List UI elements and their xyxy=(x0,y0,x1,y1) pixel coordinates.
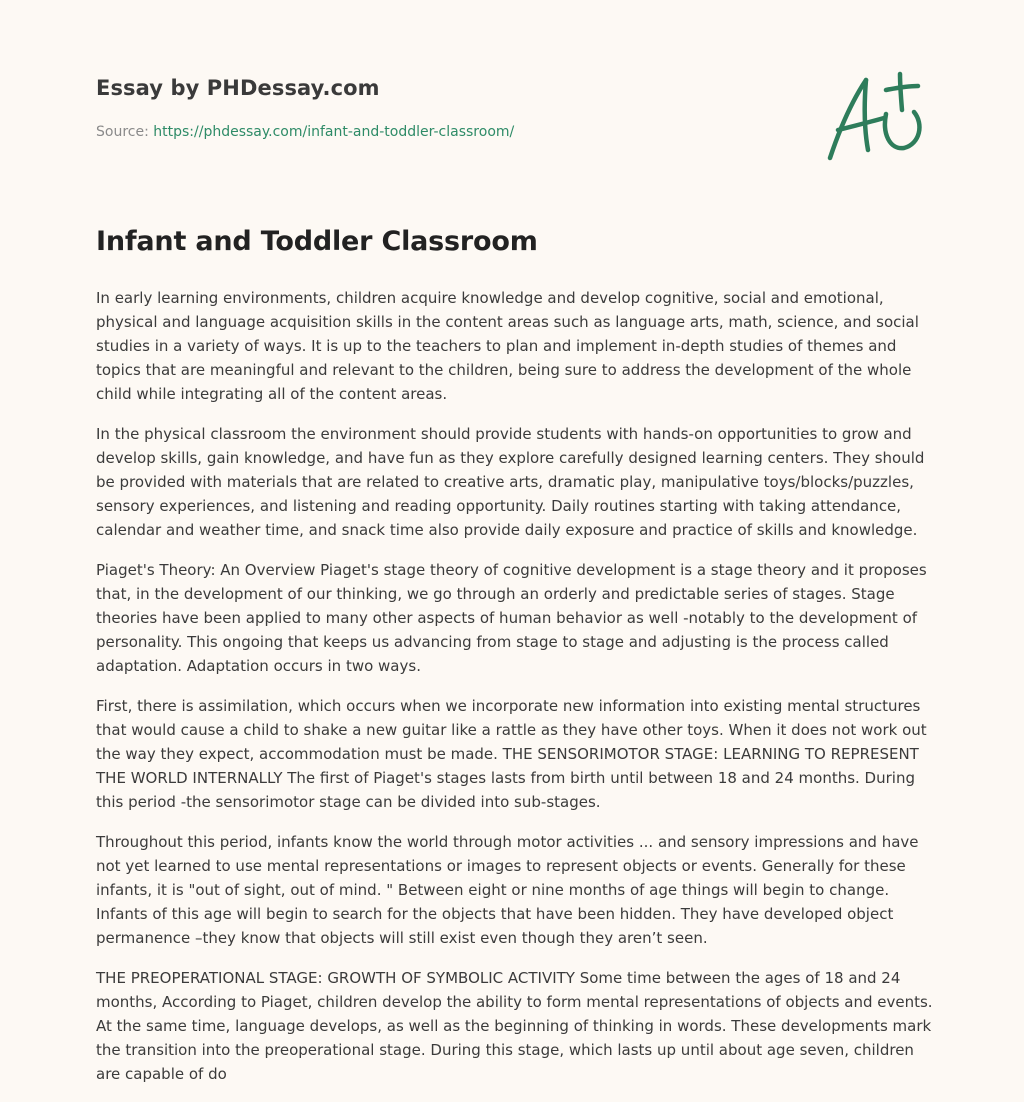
source-label: Source: xyxy=(96,124,154,140)
a-plus-grade-icon-a-left xyxy=(830,80,866,158)
a-plus-grade-icon-loop xyxy=(885,112,919,148)
source-link[interactable]: https://phdessay.com/infant-and-toddler-classroom/ xyxy=(153,124,515,140)
essay-title: Infant and Toddler Classroom xyxy=(96,226,538,257)
a-plus-grade-icon xyxy=(824,68,928,164)
brand-heading: Essay by PHDessay.com xyxy=(96,76,380,100)
essay-body xyxy=(96,286,936,1102)
essay-paragraph: In early learning environments, children acquire knowledge and develop cognitive, social and emotional, physical and language acquisition skills in the content areas such as language arts, math, science, and social studies in a variety of ways. It is up to the teachers to plan and implement in-depth studies of themes and topics that are meaningful and relevant to the children, being sure to address the development of the whole child while integrating all of the content areas. xyxy=(96,289,919,403)
essay-paragraph: First, there is assimilation, which occurs when we incorporate new information into existing mental structures that would cause a child to shake a new guitar like a rattle as they have other toys. When it does not work out the way they expect, accommodation must be made. THE SENSORIMOTOR STAGE: LEARNING TO REPRESENT THE WORLD INTERNALLY The first of Piaget's stages lasts from birth until between 18 and 24 months. During this period -the sensorimotor stage can be divided into sub-stages. xyxy=(96,697,927,811)
essay-paragraph: Throughout this period, infants know the world through motor activities ... and sensory impressions and have not yet learned to use mental representations or images to represent objects or events. Generally for these infants, it is "out of sight, out of mind. " Between eight or nine months of age things will begin to change. Infants of this age will begin to search for the objects that have been hidden. They have developed object permanence –they know that objects will still exist even though they aren’t seen. xyxy=(96,833,919,947)
a-plus-grade-icon-a-right xyxy=(865,80,868,150)
essay-paragraph: In the physical classroom the environment should provide students with hands-on opportunities to grow and develop skills, gain knowledge, and have fun as they explore carefully designed learning centers. They should be provided with materials that are related to creative arts, dramatic play, manipulative toys/blocks/puzzles, sensory experiences, and listening and reading opportunity. Daily routines starting with taking attendance, calendar and weather time, and snack time also provide daily exposure and practice of skills and knowledge. xyxy=(96,425,925,539)
essay-paragraph: THE PREOPERATIONAL STAGE: GROWTH OF SYMBOLIC ACTIVITY Some time between the ages of 18 and 24 months, According to Piaget, children develop the ability to form mental representations of objects and events. At the same time, language develops, as well as the beginning of thinking in words. These developments mark the transition into the preoperational stage. During this stage, which lasts up until about age seven, children are capable of do xyxy=(96,969,933,1083)
a-plus-grade-icon-plus-v xyxy=(900,74,902,110)
a-plus-grade-icon-plus-h xyxy=(886,86,918,90)
source-line xyxy=(96,124,514,140)
essay-paragraph: Piaget's Theory: An Overview Piaget's stage theory of cognitive development is a stage theory and it proposes that, in the development of our thinking, we go through an orderly and predictable series of stages. Stage theories have been applied to many other aspects of human behavior as well -notably to the development of personality. This ongoing that keeps us advancing from stage to stage and adjusting is the process called adaptation. Adaptation occurs in two ways. xyxy=(96,561,927,675)
